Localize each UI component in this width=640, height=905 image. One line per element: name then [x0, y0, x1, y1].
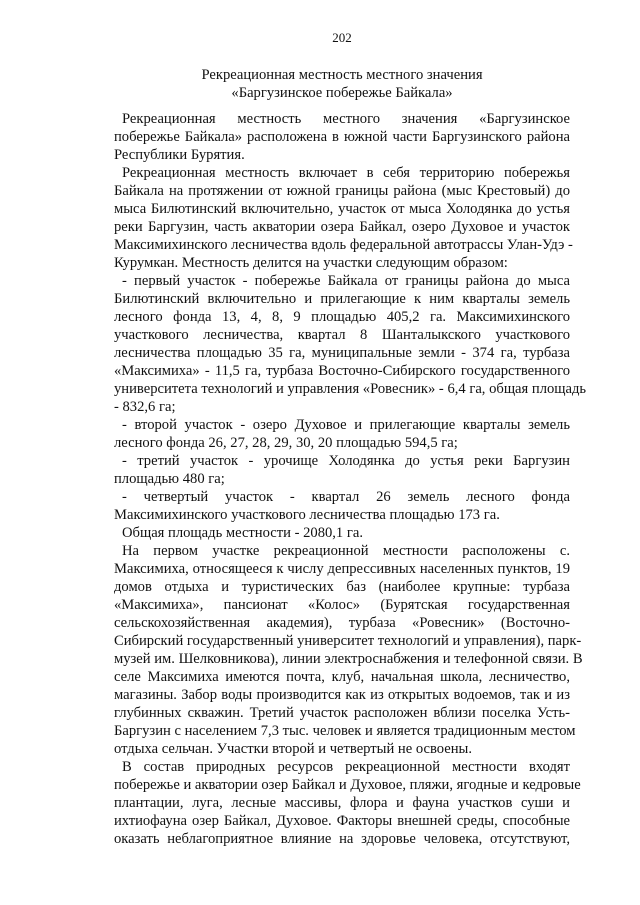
text-line: Билютинский включительно и прилегающие к ним кварталы земель [114, 291, 570, 307]
text-line: глубинных скважин. Третий участок расположен вблизи поселка Усть- [114, 705, 570, 721]
text-line: «Максимиха» - 11,5 га, турбаза Восточно-Сибирского государственного [114, 363, 570, 379]
text-line: лесничества площадью 35 га, муниципальные земли - 374 га, турбаза [114, 345, 570, 361]
text-line: музей им. Шелковникова), линии электроснабжения и телефонной связи. В [114, 651, 583, 667]
text-line: Республики Бурятия. [114, 147, 245, 163]
text-line: ихтиофауна озер Байкал, Духовое. Факторы внешней среды, способные [114, 813, 570, 829]
text-line: участкового лесничества, квартал 8 Шанталыкского участкового [114, 327, 570, 343]
page-number: 202 [332, 30, 352, 45]
text-line: лесного фонда 13, 4, 8, 9 площадью 405,2 га. Максимихинского [114, 309, 570, 325]
text-line: Курумкан. Местность делится на участки следующим образом: [114, 255, 508, 271]
text-line: Байкала на протяжении от южной границы района (мыс Крестовый) до [114, 183, 570, 199]
text-line: Общая площадь местности - 2080,1 га. [122, 525, 363, 541]
text-line: университета технологий и управления «Ровесник» - 6,4 га, общая площадь [114, 381, 587, 397]
text-line: - четвертый участок - квартал 26 земель лесного фонда [122, 489, 570, 505]
text-line: сельскохозяйственная академия), турбаза «Ровесник» (Восточно- [114, 615, 570, 631]
title-line-1: Рекреационная местность местного значения [201, 67, 483, 83]
text-line: «Максимиха», пансионат «Колос» (Бурятская государственная [114, 597, 570, 613]
text-line: лесного фонда 26, 27, 28, 29, 30, 20 площадью 594,5 га; [114, 435, 458, 451]
text-line: мыса Билютинский включительно, участок от мыса Холодянка до устья [114, 201, 570, 217]
text-line: Сибирский государственный университет технологий и управления), парк- [114, 633, 582, 649]
text-line: - 832,6 га; [114, 399, 176, 415]
text-line: побережье и акватории озер Байкал и Духовое, пляжи, ягодные и кедровые [114, 777, 581, 793]
text-line: Баргузин с населением 7,3 тыс. человек и является традиционным местом [114, 723, 576, 739]
text-line: Максимихинского лесничества вдоль федеральной автотрассы Улан-Удэ - [114, 237, 573, 253]
text-line: Рекреационная местность включает в себя территорию побережья [122, 165, 570, 181]
text-line: реки Баргузин, часть акватории озера Байкал, озеро Духовое и участок [114, 219, 570, 235]
text-line: - второй участок - озеро Духовое и прилегающие кварталы земель [122, 417, 570, 433]
text-line: побережье Байкала» расположена в южной части Баргузинского района [114, 129, 570, 145]
text-line: Максимиха, относящееся к числу депрессивных населенных пунктов, 19 [114, 561, 570, 577]
text-line: оказать неблагоприятное влияние на здоровье человека, отсутствуют, [114, 831, 570, 847]
text-line: На первом участке рекреационной местности расположены с. [122, 543, 570, 559]
text-line: Рекреационная местность местного значения «Баргузинское [122, 111, 570, 127]
text-line: селе Максимиха имеются почта, клуб, начальная школа, лесничество, [114, 669, 570, 685]
text-line: площадью 480 га; [114, 471, 225, 487]
text-line: - первый участок - побережье Байкала от границы района до мыса [122, 273, 570, 289]
text-line: плантации, луга, лесные массивы, флора и фауна участков суши и [114, 795, 570, 811]
text-line: магазины. Забор воды производится как из открытых водоемов, так и из [114, 687, 570, 703]
text-line: Максимихинского участкового лесничества площадью 173 га. [114, 507, 500, 523]
text-line: В состав природных ресурсов рекреационной местности входят [122, 759, 570, 775]
text-line: домов отдыха и туристических баз (наиболее крупные: турбаза [114, 579, 570, 595]
document-title [114, 66, 570, 102]
text-line: отдыха сельчан. Участки второй и четвертый не освоены. [114, 741, 473, 757]
title-line-2: «Баргузинское побережье Байкала» [231, 85, 453, 101]
text-line: - третий участок - урочище Холодянка до устья реки Баргузин [122, 453, 570, 469]
document-body [114, 110, 587, 848]
